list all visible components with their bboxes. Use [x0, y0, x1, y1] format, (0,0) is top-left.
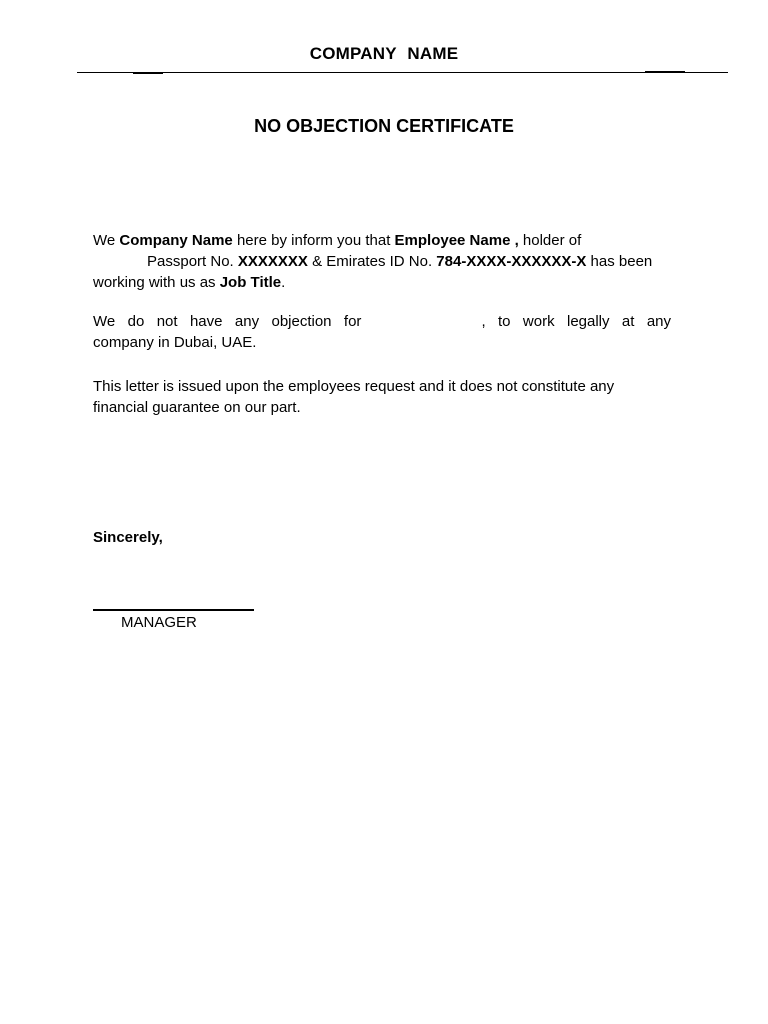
paragraph-employee-details	[93, 230, 687, 293]
paragraph1-line3	[93, 272, 687, 293]
document-title: NO OBJECTION CERTIFICATE	[254, 116, 514, 136]
company-name-field: Company Name	[119, 232, 233, 249]
signature-line	[93, 609, 254, 611]
company-name-header: COMPANY NAME	[309, 44, 459, 63]
emirates-id-label: & Emirates ID No.	[307, 253, 437, 270]
paragraph2-line2: company in Dubai, UAE.	[93, 334, 257, 351]
paragraph1-line2	[93, 251, 687, 272]
inform-text: here by inform you that	[232, 232, 395, 249]
employee-name-field: Employee Name ,	[394, 232, 519, 249]
period-text: .	[281, 274, 286, 291]
header-rule-accent-right	[645, 71, 685, 73]
passport-number-field: XXXXXXX	[237, 253, 308, 270]
job-title-field: Job Title	[219, 274, 282, 291]
work-legally-text: , to work legally at any	[481, 313, 672, 330]
header-rule-accent-left	[133, 72, 163, 74]
we-text: We	[93, 232, 120, 249]
signatory-title: MANAGER	[121, 614, 197, 631]
header-rule	[77, 72, 728, 73]
paragraph1-line1	[93, 230, 687, 251]
passport-label: Passport No.	[147, 253, 238, 270]
closing-salutation: Sincerely,	[93, 529, 163, 546]
paragraph-no-objection	[93, 311, 687, 353]
paragraph3-line1: This letter is issued upon the employees request and it does not constitute any	[93, 378, 615, 395]
holder-text: holder of	[518, 232, 582, 249]
paragraph2-line1	[93, 311, 671, 332]
paragraph-disclaimer	[93, 376, 687, 418]
working-with-us-text: working with us as	[93, 274, 220, 291]
has-been-text: has been	[586, 253, 653, 270]
emirates-id-field: 784-XXXX-XXXXXX-X	[436, 253, 587, 270]
paragraph3-line2: financial guarantee on our part.	[93, 399, 301, 416]
no-objection-text: We do not have any objection for	[93, 313, 362, 330]
